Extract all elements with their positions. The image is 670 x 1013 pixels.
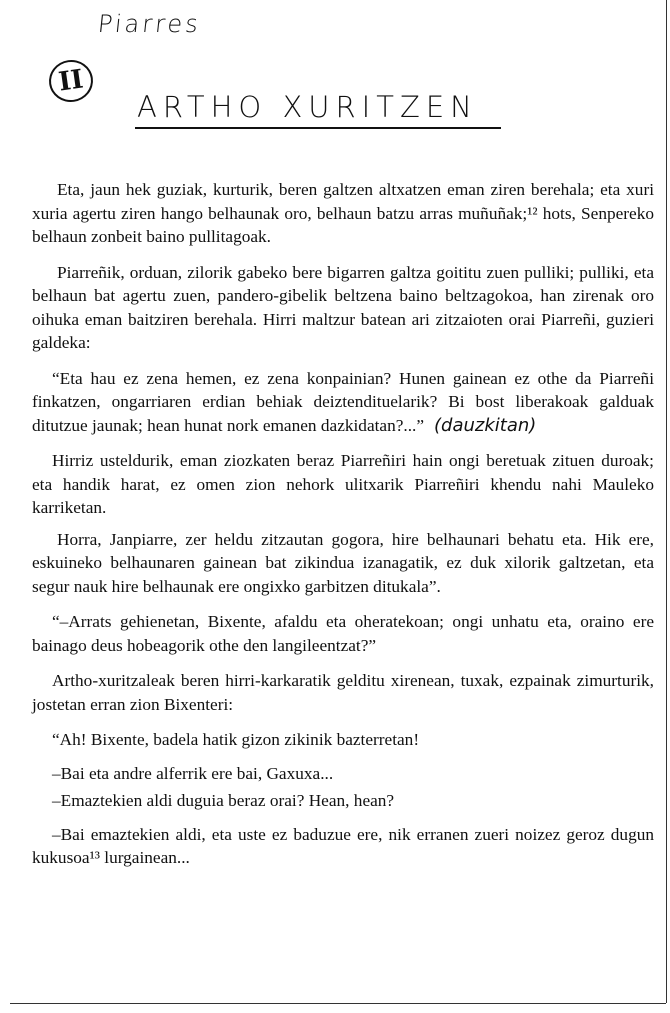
chapter-title: ARTHO XURITZEN [137,90,478,124]
chapter-numeral: II [56,64,86,98]
paragraph-4: Hirriz usteldurik, eman ziozkaten beraz Piarreñiri hain ongi beretuak zituen duroak; eta handik harat, ez omen zion nehork ulitxarik Piarreñiri khendu nahi Mauleko karriketan. [32,451,654,517]
paragraph-1: Eta, jaun hek guziak, kurturik, beren galtzen altxatzen eman ziren berehala; eta xuri xuria agertu ziren hango belhaunak oro, belhaun batzu arras muñuñak;¹² hots, Senpereko belhaun zonbeit baino pullitagoak. [32,180,654,246]
right-border-line [666,0,667,1003]
handwritten-margin-note: (dauzkitan) [434,414,537,436]
bottom-border-line [10,1003,666,1004]
paragraph-2: Piarreñik, orduan, zilorik gabeko bere bigarren galtza goititu zuen pulliki; pulliki, eta belhaun bat agertu zuen, pandero-gibelik beltzena baino beltzagokoa, han zirenak oro oihuka eman baitziren berehala. Hirri maltzur batean ari zitzaioten orai Piarreñi, guzieri galdeka: [32,262,654,352]
paragraph-11: –Bai emaztekien aldi, eta uste ez baduzue ere, nik erranen zueri noizez geroz dugun kukusoa¹³ lurgainean... [32,824,654,867]
paragraph-7: Artho-xuritzaleak beren hirri-karkaratik gelditu xirenean, tuxak, ezpainak zimurturik, jostetan erran zion Bixenteri: [32,671,654,714]
chapter-numeral-circled [46,57,95,105]
title-underline [135,127,501,129]
paragraph-9: –Bai eta andre alferrik ere bai, Gaxuxa... [52,763,334,783]
paragraph-8: “Ah! Bixente, badela hatik gizon zikinik bazterretan! [52,730,420,749]
paragraph-5: Horra, Janpiarre, zer heldu zitzautan gogora, hire belhaunari behatu eta. Hik ere, eskuineko belhaunaren gainean bat zikindua izanagatik, ez duk xilorik galtzetan, eta segur nauk hire belhaunak ere ongixko garbitzen ditukala”. [32,529,654,596]
paragraph-3 [32,367,654,438]
paragraph-6: “–Arrats gehienetan, Bixente, afaldu eta oheratekoan; ongi unhatu eta, oraino ere bainago deus hobeagorik othe den langileentzat?” [32,612,654,655]
paragraph-10: –Emaztekien aldi duguia beraz orai? Hean, hean? [52,791,395,810]
paragraph-3-text: “Eta hau ez zena hemen, ez zena konpainian? Hunen gainean ez othe da Piarreñi finkatzen, ongarriaren erdian behiak deiztendituelarik? Bi bost liberakoak galduak ditutzue jaunak; hean hunat nork emanen dazkidatan?...” [32,368,654,435]
body-text [32,178,654,874]
handwritten-author-name: Piarres [96,10,203,38]
